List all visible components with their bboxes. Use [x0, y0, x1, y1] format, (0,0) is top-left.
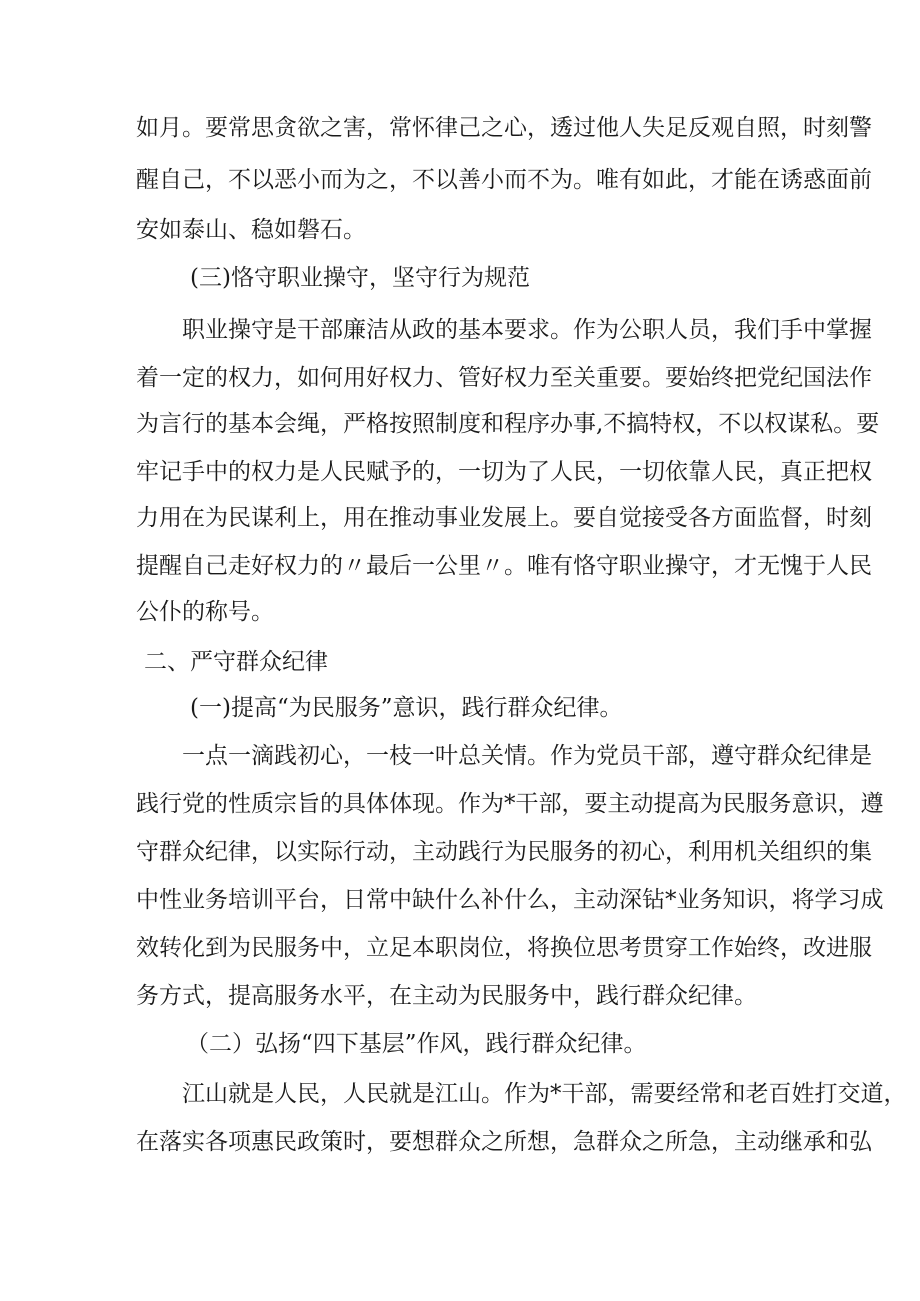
paragraph-line: 力用在为民谋利上，用在推动事业发展上。要自觉接受各方面监督，时刻 — [136, 505, 872, 531]
paragraph-line: 中性业务培训平台，日常中缺什么补什么，主动深钻*业务知识，将学习成 — [136, 887, 884, 913]
paragraph-line: 公仆的称号。 — [136, 599, 274, 625]
paragraph-line: 职业操守是干部廉洁从政的基本要求。作为公职人员，我们手中掌握 — [182, 317, 872, 343]
paragraph-line: 如月。要常思贪欲之害，常怀律己之心，透过他人失足反观自照，时刻警 — [136, 115, 872, 141]
paragraph-line: 守群众纪律，以实际行动，主动践行为民服务的初心，利用机关组织的集 — [136, 839, 872, 865]
section-heading: (三)恪守职业操守，坚守行为规范 — [190, 265, 530, 291]
chapter-heading: 二、严守群众纪律 — [144, 649, 328, 675]
paragraph-line: 醒自己，不以恶小而为之，不以善小而不为。唯有如此，才能在诱惑面前 — [136, 167, 872, 193]
paragraph-line: 着一定的权力，如何用好权力、管好权力至关重要。要始终把党纪国法作 — [136, 365, 872, 391]
paragraph-line: 效转化到为民服务中，立足本职岗位，将换位思考贯穿工作始终，改进服 — [136, 935, 872, 961]
section-heading: （二）弘扬“四下基层”作风，践行群众纪律。 — [186, 1031, 647, 1057]
paragraph-line: 提醒自己走好权力的〃最后一公里〃。唯有恪守职业操守，才无愧于人民 — [136, 553, 872, 579]
paragraph-line: 在落实各项惠民政策时，要想群众之所想，急群众之所急，主动继承和弘 — [136, 1129, 872, 1155]
paragraph-line: 江山就是人民，人民就是江山。作为*干部，需要经常和老百姓打交道， — [182, 1081, 907, 1107]
paragraph-line: 牢记手中的权力是人民赋予的，一切为了人民，一切依靠人民，真正把权 — [136, 459, 872, 485]
paragraph-line: 一点一滴践初心，一枝一叶总关情。作为党员干部，遵守群众纪律是 — [182, 743, 872, 769]
section-heading: (一)提高“为民服务”意识，践行群众纪律。 — [190, 695, 623, 721]
paragraph-line: 为言行的基本会绳，严格按照制度和程序办事,不搞特权，不以权谋私。要 — [136, 411, 880, 437]
paragraph-line: 务方式，提高服务水平，在主动为民服务中，践行群众纪律。 — [136, 983, 757, 1009]
paragraph-line: 安如泰山、稳如磐石。 — [136, 217, 366, 243]
paragraph-line: 践行党的性质宗旨的具体体现。作为*干部，要主动提高为民服务意识，遵 — [136, 791, 884, 817]
